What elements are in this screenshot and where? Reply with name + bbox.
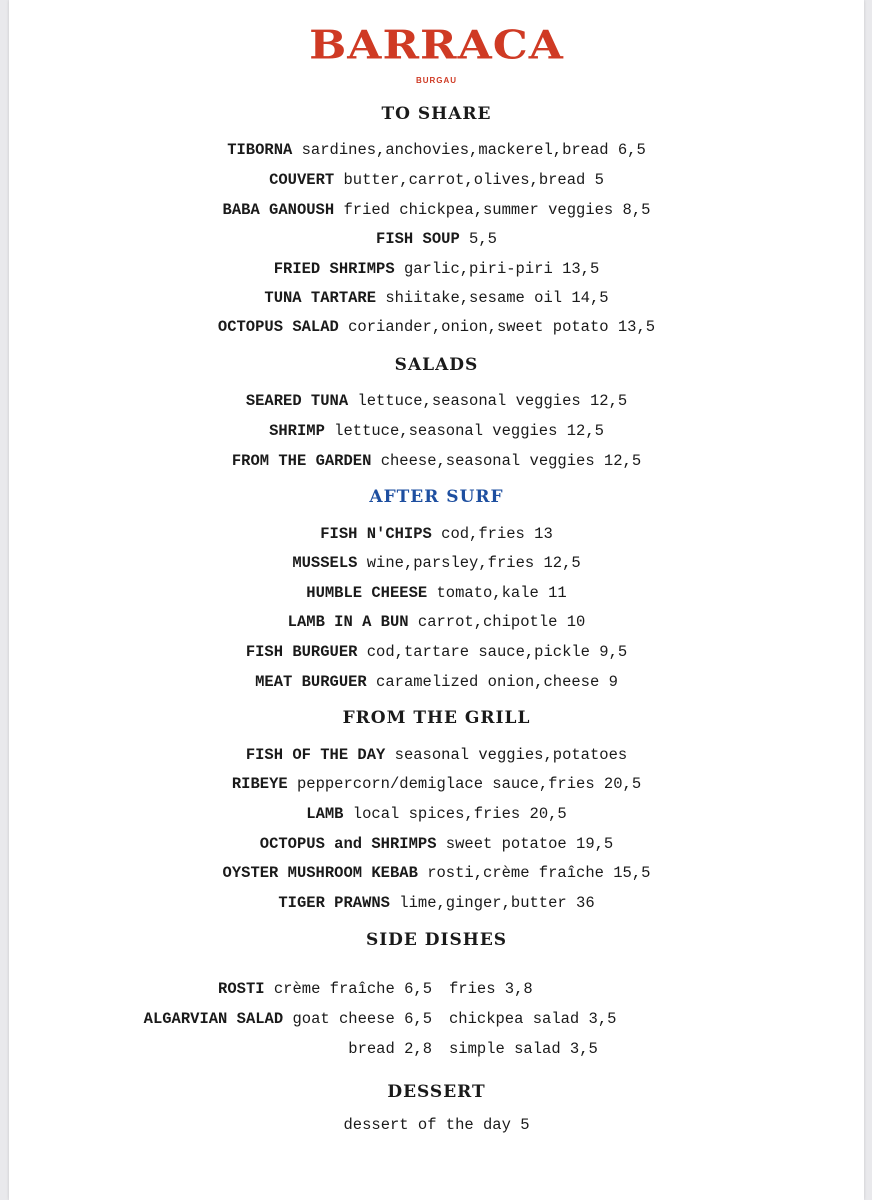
section-title-salads: SALADS	[394, 355, 479, 375]
dish-name: TIGER PRAWNS	[278, 894, 390, 912]
menu-item	[9, 553, 864, 573]
dessert-item: dessert of the day 5	[343, 1116, 530, 1134]
dish-description: sardines,anchovies,mackerel,bread 6,5	[292, 141, 646, 159]
dish-name: COUVERT	[269, 171, 335, 189]
dish-description: 5,5	[459, 230, 497, 248]
dish-name: FRIED SHRIMPS	[273, 260, 395, 278]
dish-name: FROM THE GARDEN	[231, 452, 372, 470]
menu-item	[9, 200, 864, 220]
dish-name: BABA GANOUSH	[222, 201, 335, 219]
menu-page	[9, 0, 864, 1200]
dish-name: OCTOPUS and SHRIMPS	[259, 835, 437, 853]
menu-item	[9, 612, 864, 632]
dish-description: butter,carrot,olives,bread 5	[334, 171, 604, 189]
dish-description: fried chickpea,summer veggies 8,5	[334, 201, 651, 219]
restaurant-logo: BARRACA	[309, 22, 564, 69]
menu-item	[9, 229, 864, 249]
menu-item	[9, 259, 864, 279]
side-item-left	[348, 1039, 432, 1059]
menu-item	[9, 863, 864, 883]
section-title-after-surf: AFTER SURF	[369, 487, 504, 507]
dish-description: rosti,crème fraîche 15,5	[417, 864, 651, 882]
section-title-to-share: TO SHARE	[381, 104, 492, 124]
dish-name: FISH OF THE DAY	[245, 746, 386, 764]
dish-description: lettuce,seasonal veggies 12,5	[324, 422, 604, 440]
dish-description: lettuce,seasonal veggies 12,5	[348, 392, 628, 410]
dish-name: TIBORNA	[227, 141, 293, 159]
menu-item	[9, 170, 864, 190]
dish-name: OCTOPUS SALAD	[217, 318, 339, 336]
restaurant-location: BURGAU	[415, 76, 458, 85]
menu-item	[9, 804, 864, 824]
dish-name: FISH N'CHIPS	[320, 525, 432, 543]
dish-description: cod,fries 13	[431, 525, 553, 543]
dish-description: sweet potatoe 19,5	[436, 835, 614, 853]
menu-item	[9, 391, 864, 411]
menu-item	[9, 140, 864, 160]
dish-description: carrot,chipotle 10	[408, 613, 586, 631]
dish-description: tomato,kale 11	[427, 584, 567, 602]
section-title-dessert: DESSERT	[387, 1082, 486, 1102]
menu-item	[9, 524, 864, 544]
menu-item	[9, 421, 864, 441]
dish-name: TUNA TARTARE	[264, 289, 377, 307]
dish-name: SHRIMP	[269, 422, 325, 440]
dish-description: peppercorn/demiglace sauce,fries 20,5	[287, 775, 642, 793]
dish-name: ROSTI	[218, 980, 265, 998]
menu-item	[9, 745, 864, 765]
side-item-left	[144, 1009, 432, 1029]
menu-item	[9, 451, 864, 471]
menu-item	[9, 583, 864, 603]
dish-description: garlic,piri-piri 13,5	[394, 260, 600, 278]
dish-name: RIBEYE	[231, 775, 288, 793]
dish-name: OYSTER MUSHROOM KEBAB	[222, 864, 418, 882]
menu-item	[9, 672, 864, 692]
side-item-right: fries 3,8	[449, 980, 533, 998]
dish-description: shiitake,sesame oil 14,5	[376, 289, 609, 307]
menu-item	[9, 774, 864, 794]
dish-description: local spices,fries 20,5	[343, 805, 567, 823]
section-title-from-the-grill: FROM THE GRILL	[342, 708, 531, 728]
menu-item	[9, 288, 864, 308]
dish-description: coriander,onion,sweet potato 13,5	[338, 318, 656, 336]
dish-description: wine,parsley,fries 12,5	[357, 554, 581, 572]
dish-description: bread 2,8	[348, 1040, 432, 1058]
dish-description: cheese,seasonal veggies 12,5	[371, 452, 642, 470]
side-item-right: simple salad 3,5	[449, 1040, 598, 1058]
section-title-side-dishes: SIDE DISHES	[365, 930, 508, 950]
dish-description: seasonal veggies,potatoes	[385, 746, 628, 764]
dish-name: FISH BURGUER	[245, 643, 358, 661]
dish-name: HUMBLE CHEESE	[306, 584, 428, 602]
side-item-right: chickpea salad 3,5	[449, 1010, 617, 1028]
dish-name: LAMB IN A BUN	[287, 613, 409, 631]
side-item-left	[218, 979, 432, 999]
dish-name: ALGARVIAN SALAD	[143, 1010, 284, 1028]
dish-name: MEAT BURGUER	[255, 673, 367, 691]
dish-description: lime,ginger,butter 36	[389, 894, 595, 912]
menu-item	[9, 642, 864, 662]
dish-name: SEARED TUNA	[245, 392, 349, 410]
dish-name: FISH SOUP	[376, 230, 460, 248]
dish-description: cod,tartare sauce,pickle 9,5	[357, 643, 628, 661]
menu-item	[9, 834, 864, 854]
menu-item	[9, 317, 864, 337]
dish-name: MUSSELS	[292, 554, 358, 572]
dish-name: LAMB	[306, 805, 344, 823]
dish-description: goat cheese 6,5	[283, 1010, 432, 1028]
dish-description: caramelized onion,cheese 9	[366, 673, 618, 691]
dish-description: crème fraîche 6,5	[264, 980, 432, 998]
menu-item	[9, 893, 864, 913]
